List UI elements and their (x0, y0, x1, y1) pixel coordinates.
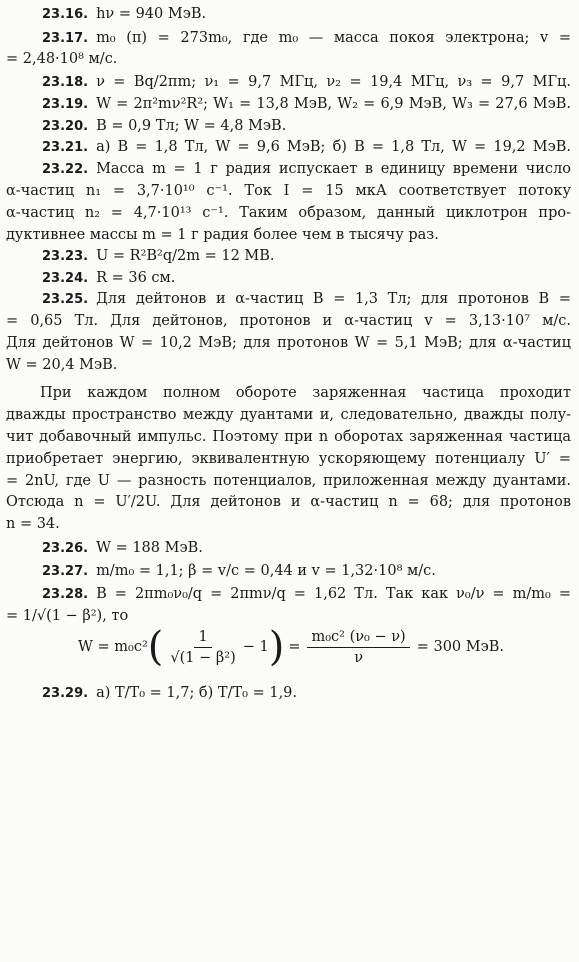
formula-result: = 300 МэВ. (416, 639, 504, 655)
paragraph-line2: дважды пространство между дуантами и, следовательно, дважды полу- (6, 407, 571, 423)
formula-lhs: W = m₀c² (78, 639, 148, 655)
answer-23-18: 23.18. ν = Bq/2πm; ν₁ = 9,7 МГц, ν₂ = 19,4 МГц, ν₃ = 9,7 МГц. (42, 74, 571, 90)
formula-fraction-2-denominator: ν (354, 649, 364, 666)
answer-23-19: 23.19. W = 2π²mν²R²; W₁ = 13,8 МэВ, W₂ = 6,9 МэВ, W₃ = 27,6 МэВ. (42, 96, 571, 112)
answer-23-28-cont: = 1/√(1 − β²), то (6, 608, 129, 624)
answer-23-17-cont: = 2,48·10⁸ м/с. (6, 51, 118, 67)
paragraph-line1: При каждом полном обороте заряженная частица проходит (40, 385, 571, 401)
answer-23-17: 23.17. m₀ (π) = 273m₀, где m₀ — масса покоя электрона; v = (42, 30, 571, 46)
answer-23-25-line2: = 0,65 Тл. Для дейтонов, протонов и α-частиц v = 3,13·10⁷ м/с. (6, 313, 571, 329)
formula-minus-one: − 1 (242, 639, 269, 655)
problem-number: 23.19. (42, 97, 89, 112)
problem-number: 23.16. (42, 7, 89, 22)
formula-fraction-2-numerator: m₀c² (ν₀ − ν) (307, 629, 409, 648)
formula-fraction-1-denominator: √(1 − β²) (170, 649, 236, 666)
problem-number: 23.28. (42, 587, 89, 602)
formula-fraction-2 (307, 629, 409, 666)
paragraph-line5: = 2nU, где U — разность потенциалов, приложенная между дуантами. (6, 473, 571, 489)
paragraph-line4: приобретает энергию, эквивалентную ускоряющему потенциалу U′ = (6, 451, 571, 467)
formula-right-paren: ) (268, 624, 285, 670)
paragraph-line6: Отсюда n = U′/2U. Для дейтонов и α-частиц n = 68; для протонов (6, 494, 571, 510)
problem-number: 23.17. (42, 31, 89, 46)
answer-23-22: 23.22. Масса m = 1 г радия испускает в единицу времени число (42, 161, 571, 177)
answer-23-23: 23.23. U = R²B²q/2m = 12 МВ. (42, 248, 275, 264)
answer-23-16: 23.16. hν = 940 МэВ. (42, 6, 207, 22)
energy-formula (0, 616, 579, 678)
problem-number: 23.23. (42, 249, 89, 264)
answer-23-26: 23.26. W = 188 МэВ. (42, 540, 203, 556)
problem-number: 23.21. (42, 140, 89, 155)
answer-23-25: 23.25. Для дейтонов и α-частиц B = 1,3 Тл; для протонов B = (42, 291, 571, 307)
formula-fraction-1-numerator: 1 (194, 629, 211, 648)
answer-23-20: 23.20. B = 0,9 Тл; W = 4,8 МэВ. (42, 118, 287, 134)
paragraph-line3: чит добавочный импульс. Поэтому при n оборотах заряженная частица (6, 429, 571, 445)
problem-number: 23.20. (42, 119, 89, 134)
answer-23-27: 23.27. m/m₀ = 1,1; β = v/c = 0,44 и v = 1,32·10⁸ м/с. (42, 563, 436, 579)
answer-23-21: 23.21. а) B = 1,8 Тл, W = 9,6 МэВ; б) B = 1,8 Тл, W = 19,2 МэВ. (42, 139, 571, 155)
answer-23-25-line3: Для дейтонов W = 10,2 МэВ; для протонов W = 5,1 МэВ; для α-частиц (6, 335, 571, 351)
problem-number: 23.24. (42, 271, 89, 286)
answer-23-22-line3: α-частиц n₂ = 4,7·10¹³ с⁻¹. Таким образом, данный циклотрон про- (6, 205, 571, 221)
answer-23-22-line2: α-частиц n₁ = 3,7·10¹⁰ с⁻¹. Ток I = 15 мкА соответствует потоку (6, 183, 571, 199)
problem-number: 23.27. (42, 564, 89, 579)
formula-left-paren: ( (147, 624, 164, 670)
answer-23-22-line4: дуктивнее массы m = 1 г радия более чем в тысячу раз. (6, 227, 439, 243)
answer-23-25-line4: W = 20,4 МэВ. (6, 357, 118, 373)
problem-number: 23.25. (42, 292, 89, 307)
problem-number: 23.22. (42, 162, 89, 177)
answer-23-24: 23.24. R = 36 см. (42, 270, 176, 286)
answer-23-29: 23.29. а) T/T₀ = 1,7; б) T/T₀ = 1,9. (42, 685, 298, 701)
formula-equals: = (288, 639, 301, 655)
paragraph-line7: n = 34. (6, 516, 60, 532)
formula-fraction-1 (166, 629, 239, 666)
problem-number: 23.29. (42, 686, 89, 701)
problem-number: 23.18. (42, 75, 89, 90)
answer-23-28: 23.28. B = 2πm₀ν₀/q = 2πmν/q = 1,62 Тл. Так как ν₀/ν = m/m₀ = (42, 586, 571, 602)
problem-number: 23.26. (42, 541, 89, 556)
